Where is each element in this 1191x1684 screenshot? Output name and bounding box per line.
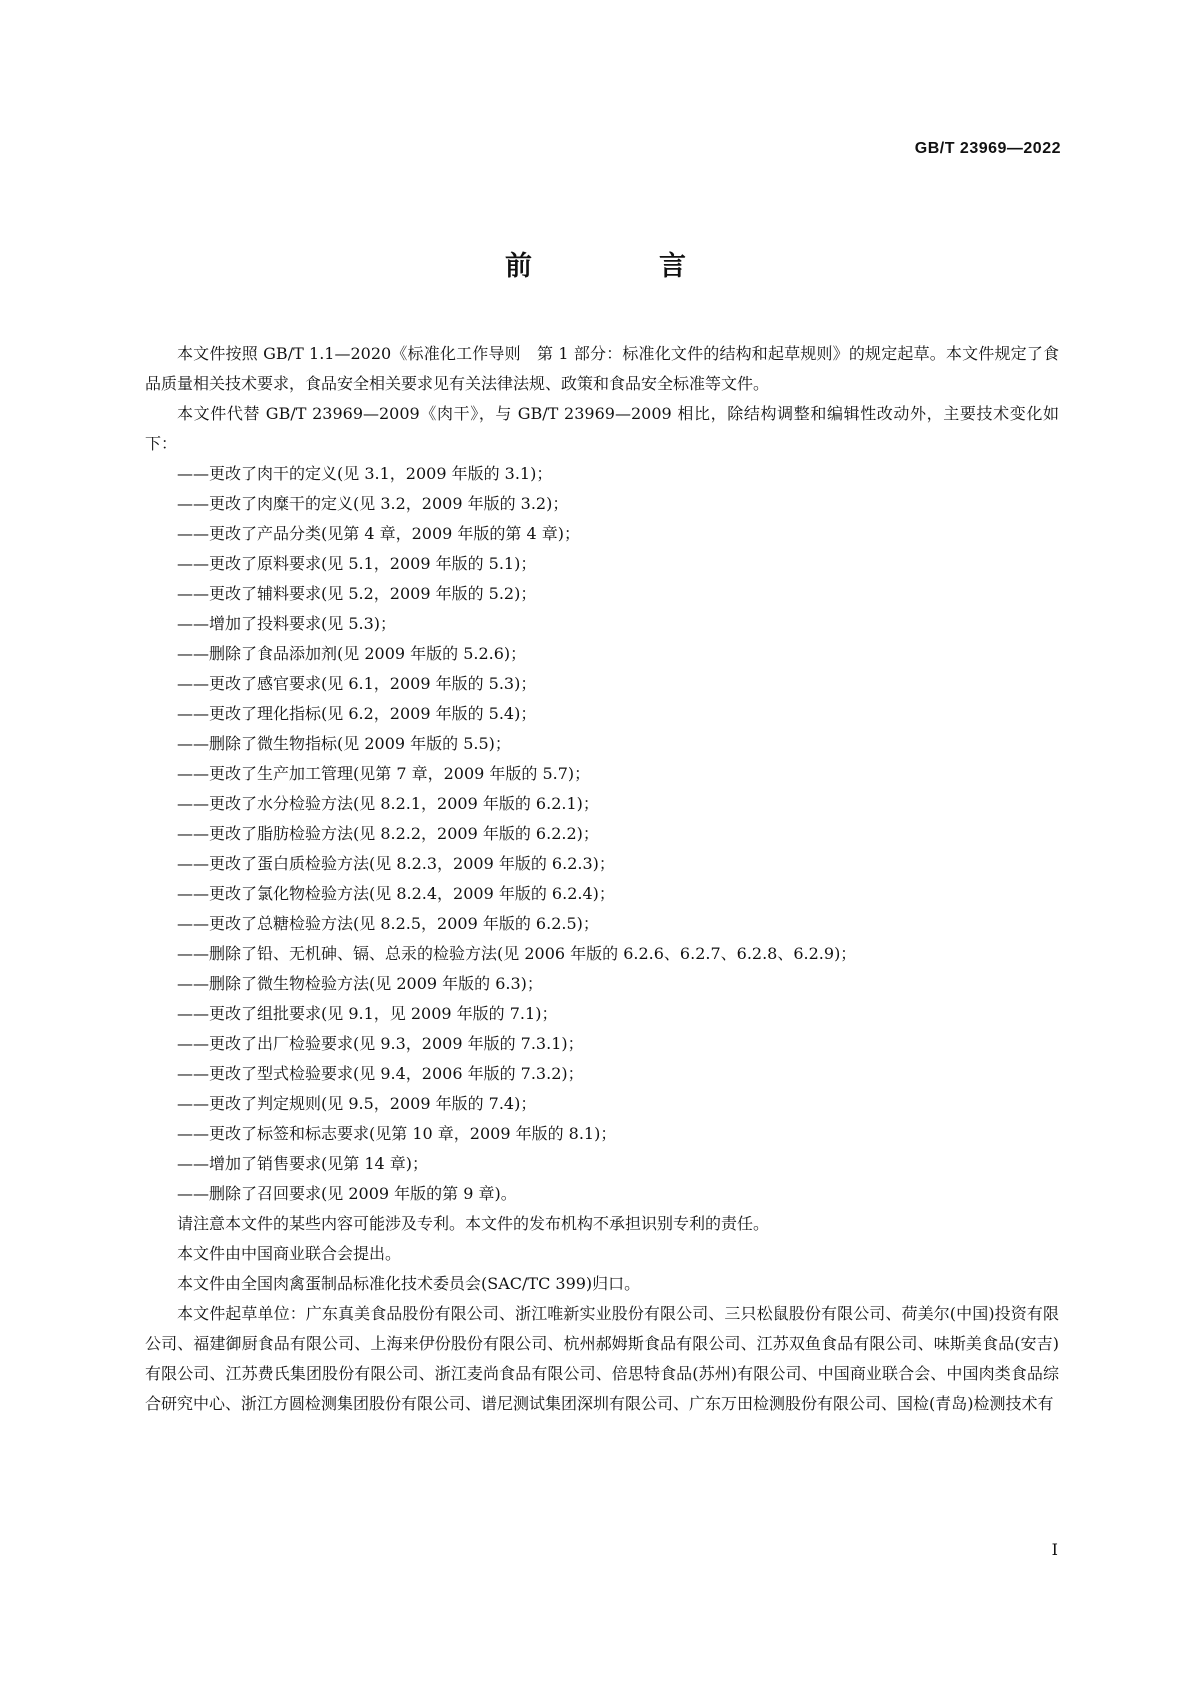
list-item: ——更改了出厂检验要求(见 9.3，2009 年版的 7.3.1)； (177, 1034, 584, 1053)
list-item: ——删除了铅、无机砷、镉、总汞的检验方法(见 2006 年版的 6.2.6、6.2.7、6.2.8、6.2.9)； (177, 944, 857, 963)
list-item: ——更改了氯化物检验方法(见 8.2.4，2009 年版的 6.2.4)； (177, 884, 615, 903)
list-item: ——更改了肉干的定义(见 3.1，2009 年版的 3.1)； (177, 464, 553, 483)
list-item: ——删除了微生物指标(见 2009 年版的 5.5)； (177, 734, 511, 753)
paragraph-patent-notice: 请注意本文件的某些内容可能涉及专利。本文件的发布机构不承担识别专利的责任。 (177, 1214, 770, 1233)
list-item: ——更改了感官要求(见 6.1，2009 年版的 5.3)； (177, 674, 537, 693)
paragraph-drafting-units: 本文件起草单位：广东真美食品股份有限公司、浙江唯新实业股份有限公司、三只松鼠股份有限公司、荷美尔(中国)投资有限公司、福建御厨食品有限公司、上海来伊份股份有限公司、杭州郝姆斯食品有限公司、江苏双鱼食品有限公司、味斯美食品(安吉)有限公司、江苏费氏集团股份有限公司、浙江麦尚食品有限公司、倍思特食品(苏州)有限公司、中国商业联合会、中国肉类食品综合研究中心、浙江方圆检测集团股份有限公司、谱尼测试集团深圳有限公司、广东万田检测股份有限公司、国检(青岛)检测技术有 (145, 1304, 1059, 1413)
list-item: ——更改了型式检验要求(见 9.4，2006 年版的 7.3.2)； (177, 1064, 584, 1083)
list-item: ——更改了原料要求(见 5.1，2009 年版的 5.1)； (177, 554, 537, 573)
list-item: ——更改了组批要求(见 9.1，见 2009 年版的 7.1)； (177, 1004, 558, 1023)
list-item: ——更改了脂肪检验方法(见 8.2.2，2009 年版的 6.2.2)； (177, 824, 599, 843)
paragraph-drafting-rules: 本文件按照 GB/T 1.1—2020《标准化工作导则 第 1 部分：标准化文件的结构和起草规则》的规定起草。本文件规定了食品质量相关技术要求，食品安全相关要求见有关法律法规、政策和食品安全标准等文件。 (145, 344, 1059, 393)
list-item: ——增加了销售要求(见第 14 章)； (177, 1154, 429, 1173)
list-item: ——增加了投料要求(见 5.3)； (177, 614, 397, 633)
list-item: ——更改了肉糜干的定义(见 3.2，2009 年版的 3.2)； (177, 494, 569, 513)
paragraph-committee: 本文件由全国肉禽蛋制品标准化技术委员会(SAC/TC 399)归口。 (177, 1274, 641, 1293)
paragraph-replacement: 本文件代替 GB/T 23969—2009《肉干》，与 GB/T 23969—2009 相比，除结构调整和编辑性改动外，主要技术变化如下： (145, 404, 1059, 453)
page-title: 前 言 (505, 251, 736, 282)
list-item: ——更改了总糖检验方法(见 8.2.5，2009 年版的 6.2.5)； (177, 914, 599, 933)
standard-code: GB/T 23969—2022 (914, 140, 1061, 157)
list-item: ——更改了标签和标志要求(见第 10 章，2009 年版的 8.1)； (177, 1124, 617, 1143)
paragraph-proposer: 本文件由中国商业联合会提出。 (177, 1244, 402, 1263)
list-item: ——更改了辅料要求(见 5.2，2009 年版的 5.2)； (177, 584, 537, 603)
list-item: ——删除了微生物检验方法(见 2009 年版的 6.3)； (177, 974, 543, 993)
list-item: ——更改了产品分类(见第 4 章，2009 年版的第 4 章)； (177, 524, 580, 543)
preface-body (145, 339, 1059, 1419)
list-item: ——更改了理化指标(见 6.2，2009 年版的 5.4)； (177, 704, 537, 723)
list-item: ——更改了生产加工管理(见第 7 章，2009 年版的 5.7)； (177, 764, 591, 783)
page-number: I (1051, 1540, 1058, 1559)
changes-list (145, 459, 1059, 1209)
list-item: ——更改了水分检验方法(见 8.2.1，2009 年版的 6.2.1)； (177, 794, 599, 813)
list-item: ——删除了食品添加剂(见 2009 年版的 5.2.6)； (177, 644, 527, 663)
list-item: ——更改了判定规则(见 9.5，2009 年版的 7.4)； (177, 1094, 537, 1113)
list-item: ——更改了蛋白质检验方法(见 8.2.3，2009 年版的 6.2.3)； (177, 854, 615, 873)
list-item: ——删除了召回要求(见 2009 年版的第 9 章)。 (177, 1184, 517, 1203)
